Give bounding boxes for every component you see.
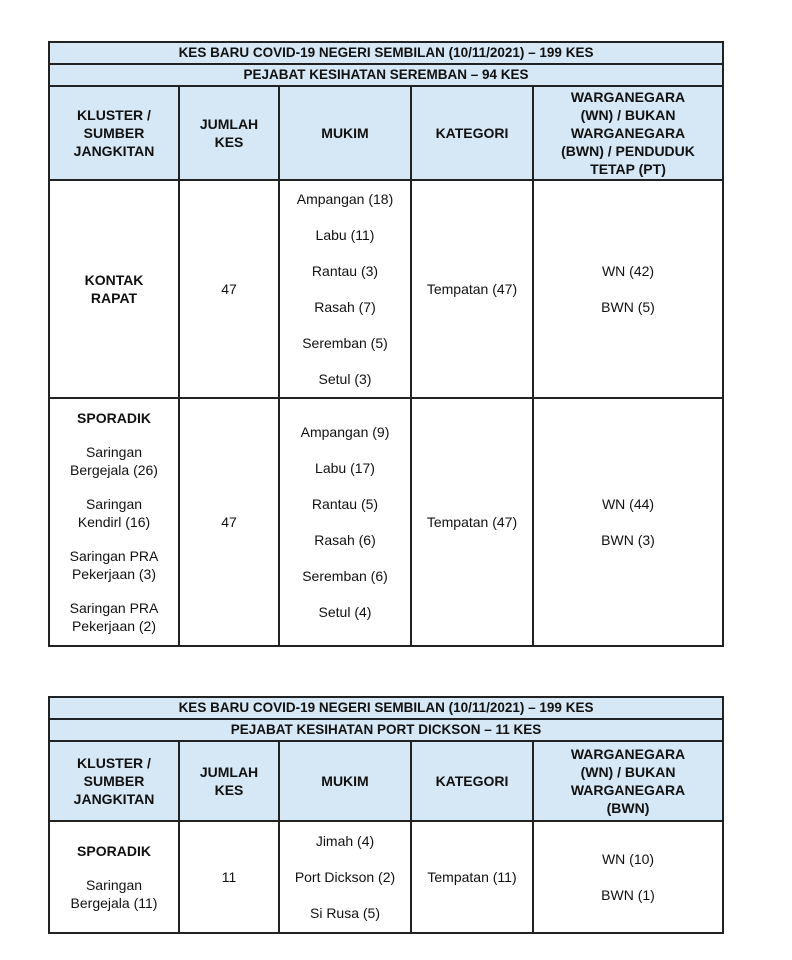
kategori-cell: Tempatan (47) [411,398,533,646]
header-mukim: MUKIM [279,86,411,180]
jumlah-cell: 11 [179,821,279,933]
mukim-item: Seremban (6) [302,568,388,584]
header-warganegara: WARGANEGARA (WN) / BUKAN WARGANEGARA (BWN) / PENDUDUK TETAP (PT) [533,86,723,180]
mukim-item: Labu (11) [315,227,375,243]
table-title: KES BARU COVID-19 NEGERI SEMBILAN (10/11/2021) – 199 KES [49,42,723,64]
header-mukim: MUKIM [279,741,411,821]
table-subtitle: PEJABAT KESIHATAN PORT DICKSON – 11 KES [49,719,723,741]
warganegara-cell [533,821,723,933]
mukim-item: Rantau (5) [311,496,379,512]
warganegara-item: WN (10) [601,851,655,867]
header-jumlah: JUMLAH KES [179,86,279,180]
warganegara-item: BWN (5) [601,299,655,315]
jumlah-cell: 47 [179,180,279,398]
kluster-title: SPORADIK [77,410,151,426]
kluster-item: Saringan PRA Pekerjaan (2) [69,600,159,634]
warganegara-item: BWN (3) [601,532,655,548]
kluster-item: Saringan Kendirl (16) [77,496,151,530]
table-row [49,398,723,646]
port-dickson-table [48,696,724,934]
mukim-item: Labu (17) [315,460,375,476]
kluster-item: Saringan Bergejala (11) [70,877,158,911]
warganegara-item: WN (42) [601,263,655,279]
mukim-item: Setul (3) [318,371,372,387]
kategori-cell: Tempatan (11) [411,821,533,933]
mukim-item: Rantau (3) [311,263,379,279]
seremban-table [48,41,724,647]
header-kluster: KLUSTER / SUMBER JANGKITAN [49,741,179,821]
mukim-cell [279,180,411,398]
kluster-title: SPORADIK [77,843,151,859]
table-row [49,180,723,398]
warganegara-item: BWN (1) [601,887,655,903]
header-jumlah: JUMLAH KES [179,741,279,821]
kluster-title: KONTAK RAPAT [84,272,144,306]
header-kluster: KLUSTER / SUMBER JANGKITAN [49,86,179,180]
kluster-item: Saringan Bergejala (26) [70,444,158,478]
warganegara-cell [533,398,723,646]
mukim-item: Ampangan (9) [300,424,390,440]
mukim-item: Rasah (7) [314,299,376,315]
header-kategori: KATEGORI [411,741,533,821]
header-warganegara: WARGANEGARA (WN) / BUKAN WARGANEGARA (BWN) [533,741,723,821]
kluster-cell [49,821,179,933]
kluster-cell [49,180,179,398]
header-kategori: KATEGORI [411,86,533,180]
kluster-item: Saringan PRA Pekerjaan (3) [69,548,159,582]
mukim-item: Setul (4) [318,604,372,620]
mukim-item: Ampangan (18) [296,191,394,207]
mukim-item: Rasah (6) [314,532,376,548]
kluster-cell [49,398,179,646]
table-subtitle: PEJABAT KESIHATAN SEREMBAN – 94 KES [49,64,723,86]
warganegara-item: WN (44) [601,496,655,512]
kategori-cell: Tempatan (47) [411,180,533,398]
mukim-cell [279,398,411,646]
mukim-cell [279,821,411,933]
mukim-item: Jimah (4) [315,833,375,849]
warganegara-cell [533,180,723,398]
table-row [49,821,723,933]
table-title: KES BARU COVID-19 NEGERI SEMBILAN (10/11/2021) – 199 KES [49,697,723,719]
mukim-item: Si Rusa (5) [309,905,381,921]
mukim-item: Seremban (5) [302,335,388,351]
mukim-item: Port Dickson (2) [294,869,396,885]
jumlah-cell: 47 [179,398,279,646]
